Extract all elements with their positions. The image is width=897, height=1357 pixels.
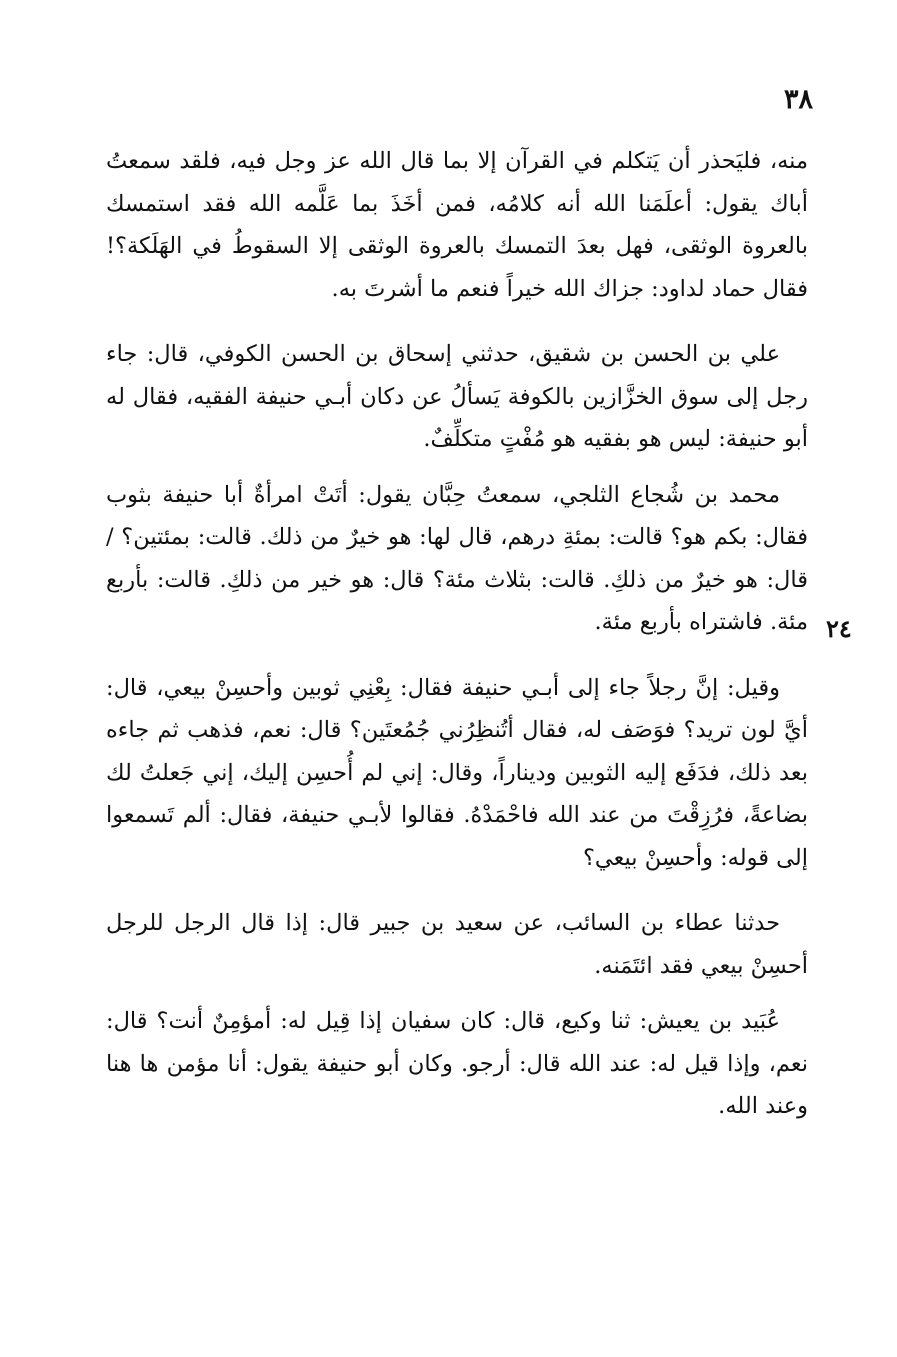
page-number: ٣٨	[783, 84, 813, 115]
paragraph: علي بن الحسن بن شقيق، حدثني إسحاق بن الحسن الكوفي، قال: جاء رجل إلى سوق الخزَّازين بالكوفة يَسألُ عن دكان أبـي حنيفة الفقيه، فقال له أبو حنيفة: ليس هو بفقيه هو مُفْتٍ متكلِّفٌ.	[106, 341, 808, 452]
paragraph: محمد بن شُجاع الثلجي، سمعتُ حِبَّان يقول: أتَتْ امرأةٌ أبا حنيفة بثوب فقال: بكم هو؟ قالت: بمئةِ درهم، قال لها: هو خيرٌ من ذلك. قالت: بمئتين؟ / قال: هو خيرٌ من ذلكِ. قالت: بثلاث مئة؟ قال: هو خير من ذلكِ. قالت: بأربع مئة. فاشتراه بأربع مئة.	[106, 481, 808, 635]
page-body	[106, 140, 808, 1151]
paragraph: منه، فليَحذر أن يَتكلم في القرآن إلا بما قال الله عز وجل فيه، فلقد سمعتُ أباك يقول: أعلَمَنا الله أنه كلامُه، فمن أخَذَ بما عَلَّمه الله فقد استمسك بالعروة الوثقى، فهل بعدَ التمسك بالعروة الوثقى إلا السقوطُ في الهَلَكة؟! فقال حماد لداود: جزاك الله خيراً فنعم ما أشرتَ به.	[106, 148, 808, 302]
margin-page-marker: ٢٤	[826, 614, 852, 643]
paragraph: عُبَيد بن يعيش: ثنا وكيع، قال: كان سفيان إذا قِيل له: أمؤمِنٌ أنت؟ قال: نعم، وإذا قيل له: عند الله قال: أرجو. وكان أبو حنيفة يقول: أنا مؤمن ها هنا وعند الله.	[106, 1008, 808, 1119]
paragraph: وقيل: إنَّ رجلاً جاء إلى أبـي حنيفة فقال: بِعْنِي ثوبين وأحسِنْ بيعي، قال: أيَّ لون تريد؟ فوَصَف له، فقال أتُنظِرُني جُمُعتَين؟ قال: نعم، فذهب ثم جاءه بعد ذلك، فدَفَع إليه الثوبين وديناراً، وقال: إني لم أُحسِن إليك، إني جَعلتُ لك بضاعةً، فرُزِقْتَ من عند الله فاحْمَدْهُ. فقالوا لأبـي حنيفة، فقال: ألم تَسمعوا إلى قوله: وأحسِنْ بيعي؟	[106, 674, 808, 871]
paragraph: حدثنا عطاء بن السائب، عن سعيد بن جبير قال: إذا قال الرجل للرجل أحسِنْ بيعي فقد ائتَمَنه.	[106, 910, 808, 979]
